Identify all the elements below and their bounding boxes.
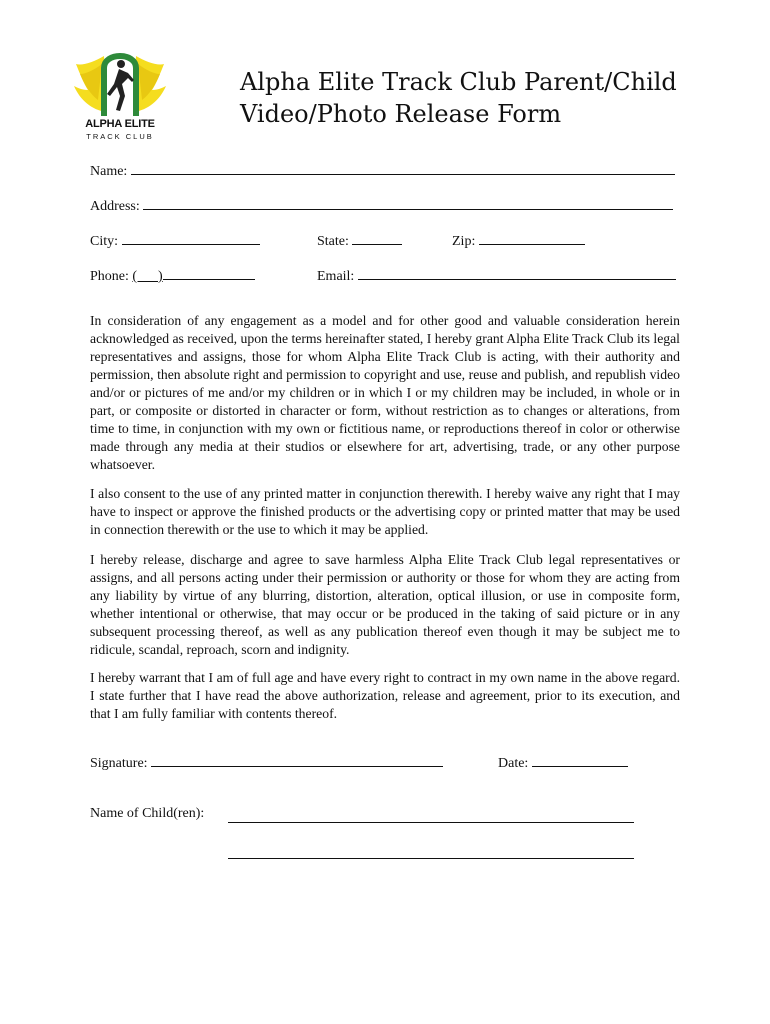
- paragraph-release: I hereby release, discharge and agree to save harmless Alpha Elite Track Club legal representatives or assigns, and all persons acting under their permission or authority or those for whom they are acting from any liability by virtue of any blurring, distortion, alteration, optical illusion, or use in composite form, whether intentional or otherwise, that may occur or be produced in the taking of said picture or in any subsequent processing thereof, as well as any publication thereof even though it may be subject me to ridicule, scandal, reproach, scorn and indignity.: [90, 552, 680, 657]
- phone-area-code[interactable]: ( ): [132, 269, 163, 284]
- city-line[interactable]: [122, 230, 260, 245]
- phone-email-row: [90, 265, 690, 285]
- email-line[interactable]: [358, 265, 676, 280]
- phone-label: Phone:: [90, 269, 129, 284]
- date-line[interactable]: [532, 752, 628, 767]
- city-state-zip-row: [90, 230, 690, 250]
- signature-label: Signature:: [90, 756, 148, 771]
- name-label: Name:: [90, 164, 128, 179]
- city-label: City:: [90, 234, 119, 249]
- address-field[interactable]: [90, 195, 673, 215]
- signature-field[interactable]: [90, 752, 443, 772]
- zip-line[interactable]: [479, 230, 585, 245]
- city-field[interactable]: [90, 230, 260, 250]
- phone-field[interactable]: [90, 265, 255, 285]
- form-title: [240, 66, 720, 130]
- date-label: Date:: [498, 756, 529, 771]
- email-label: Email:: [317, 269, 355, 284]
- zip-field[interactable]: [452, 230, 585, 250]
- name-field[interactable]: [90, 160, 675, 180]
- logo-name: ALPHA ELITE: [85, 118, 155, 130]
- logo-subtitle: TRACK CLUB: [86, 132, 154, 141]
- children-line-1[interactable]: [228, 808, 634, 823]
- name-line[interactable]: [131, 160, 675, 175]
- date-field[interactable]: [498, 752, 628, 772]
- state-line[interactable]: [352, 230, 402, 245]
- email-field[interactable]: [317, 265, 676, 285]
- signature-line[interactable]: [151, 752, 443, 767]
- paragraph-consent: I also consent to the use of any printed matter in conjunction therewith. I hereby waive any right that I may have to inspect or approve the finished products or the advertising copy or printed matter that may be used in connection therewith or the use to which it may be applied.: [90, 486, 680, 537]
- address-line[interactable]: [143, 195, 673, 210]
- signature-row: [90, 752, 690, 774]
- children-row: [90, 806, 690, 866]
- paragraph-warranty: I hereby warrant that I am of full age and have every right to contract in my own name in the above regard. I state further that I have read the above authorization, release and agreement, prior to its execution, and that I am fully familiar with contents thereof.: [90, 670, 680, 721]
- title-line-2: Video/Photo Release Form: [240, 100, 562, 128]
- address-label: Address:: [90, 199, 140, 214]
- state-label: State:: [317, 234, 349, 249]
- children-line-2[interactable]: [228, 844, 634, 859]
- state-field[interactable]: [317, 230, 402, 250]
- phone-line[interactable]: [163, 265, 255, 280]
- zip-label: Zip:: [452, 234, 476, 249]
- children-label: Name of Child(ren):: [90, 806, 205, 821]
- club-logo: [74, 44, 166, 148]
- paragraph-consideration: In consideration of any engagement as a model and for other good and valuable consideration herein acknowledged as received, upon the terms hereinafter stated, I hereby grant Alpha Elite Track Club its legal representatives and assigns, those for whom Alpha Elite Track Club is acting, with their authority and permission, then absolute right and permission to copyright and use, reuse and publish, and republish video and/or or pictures of me and/or my children or in which I or my children may be included, in whole or in part, or composite or distorted in character or form, without restriction as to changes or alterations, from time to time, in conjunction with my own or fictitious name, or reproductions thereof in color or otherwise made through any media at their studios or elsewhere for art, advertising, trade, or any other purpose whatsoever.: [90, 313, 680, 472]
- title-line-1: Alpha Elite Track Club Parent/Child: [240, 68, 677, 96]
